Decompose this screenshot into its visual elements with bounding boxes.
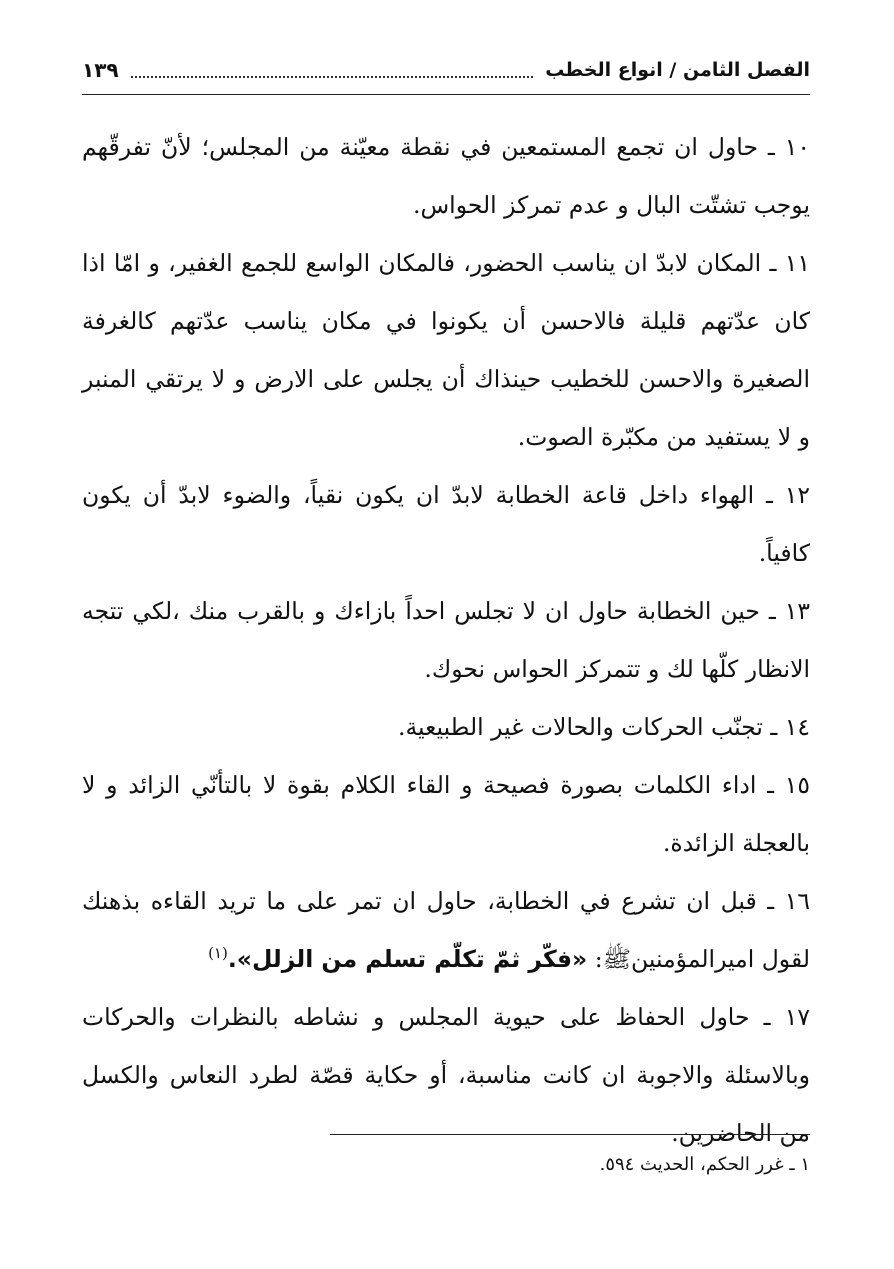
paragraph-13: ١٣ ـ حين الخطابة حاول ان لا تجلس احداً بازاءك و بالقرب منك ،لكي تتجه الانظار كلّها لك و تتمركز الحواس نحوك.: [82, 597, 810, 683]
paragraph-11: ١١ ـ المكان لابدّ ان يناسب الحضور، فالمكان الواسع للجمع الغفير، و امّا اذا كان عدّتهم قليلة فالاحسن أن يكونوا في مكان يناسب عدّتهم كالغرفة الصغيرة والاحسن للخطيب حينذاك أن يجلس على الارض و لا يرتقي المنبر و لا يستفيد من مكبّرة الصوت.: [82, 249, 810, 451]
honorific-symbol: ﷺ: [602, 945, 632, 973]
running-header: [82, 52, 810, 88]
hadith-quote: «فكّر ثمّ تكلّم تسلم من الزلل».: [227, 945, 588, 973]
paragraph-10: ١٠ ـ حاول ان تجمع المستمعين في نقطة معيّنة من المجلس؛ لأنّ تفرقّهم يوجب تشتّت البال و عدم تمركز الحواس.: [82, 133, 810, 219]
paragraph-16-text: ١٦ ـ قبل ان تشرع في الخطابة، حاول ان تمر على ما تريد القاءه بذهنك لقول اميرالمؤمنين: [82, 887, 810, 973]
paragraph-15: ١٥ ـ اداء الكلمات بصورة فصيحة و القاء الكلام بقوة لا بالتأنّي الزائد و لا بالعجلة الزائدة.: [82, 771, 810, 857]
paragraph-12: ١٢ ـ الهواء داخل قاعة الخطابة لابدّ ان يكون نقياً، والضوء لابدّ أن يكون كافياً.: [82, 481, 810, 567]
header-dot-leader: [131, 62, 534, 78]
paragraph-16: [82, 872, 810, 988]
paragraph-16-colon: :: [587, 945, 603, 973]
paragraph-17: ١٧ ـ حاول الحفاظ على حيوية المجلس و نشاطه بالنظرات والحركات وبالاسئلة والاجوبة ان كانت مناسبة، أو حكاية قصّة لطرد النعاس والكسل من الحاضرين.: [82, 1003, 810, 1147]
footnote: ١ ـ غرر الحكم، الحديث ٥٩٤.: [599, 1154, 810, 1175]
paragraph-14: ١٤ ـ تجنّب الحركات والحالات غير الطبيعية.: [397, 713, 810, 741]
body-text: [82, 118, 810, 1162]
header-rule: [82, 94, 810, 95]
chapter-title: الفصل الثامن / انواع الخطب: [545, 59, 810, 81]
footnote-rule: [330, 1134, 810, 1135]
page-number: ١٣٩: [82, 58, 119, 82]
footnote-reference: (١): [208, 944, 228, 963]
